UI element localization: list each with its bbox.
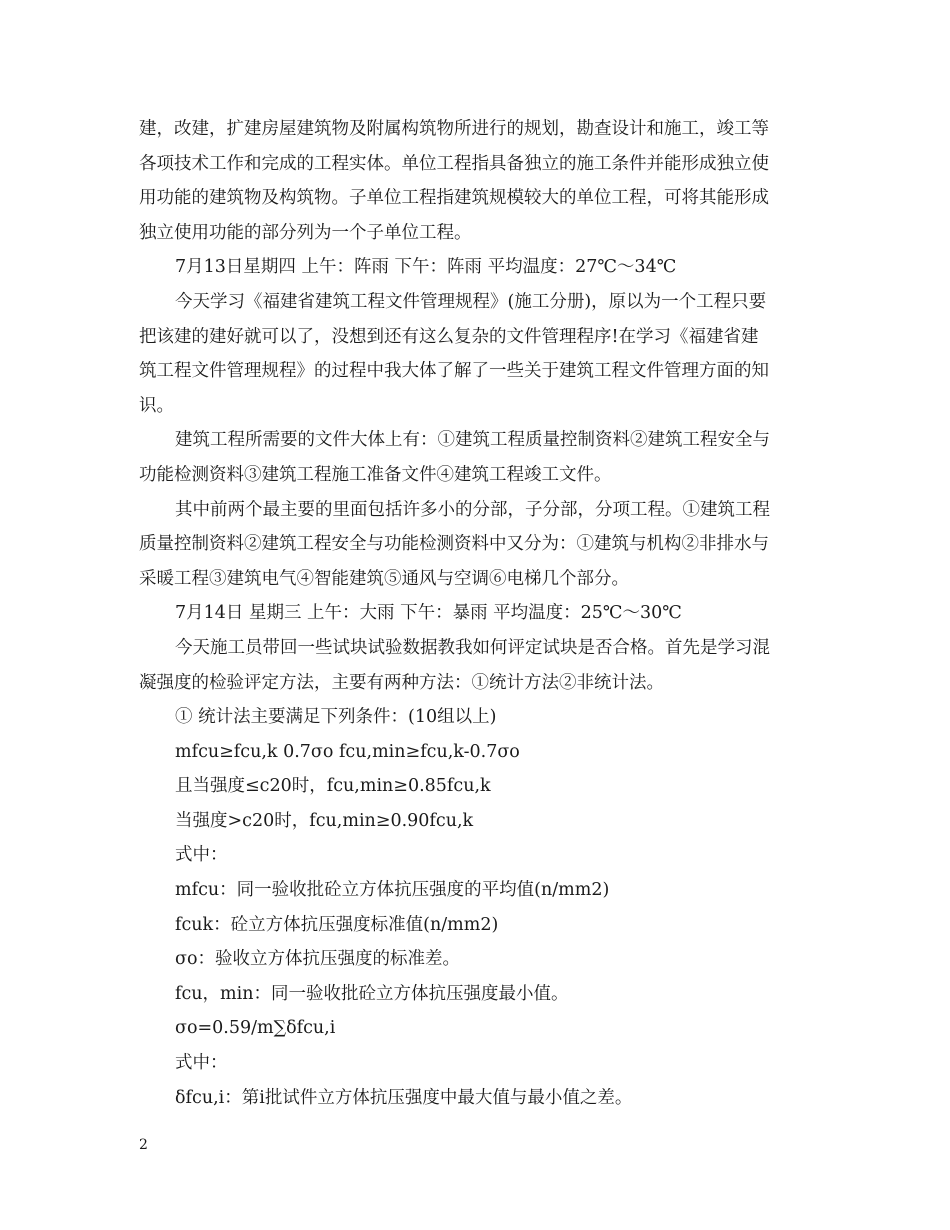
text-line: 式中： xyxy=(175,845,228,866)
text-line: 识。 xyxy=(139,395,174,416)
page-number: 2 xyxy=(139,1137,148,1153)
text-line: 独立使用功能的部分列为一个子单位工程。 xyxy=(139,222,472,243)
text-line: 凝强度的检验评定方法，主要有两种方法：①统计方法②非统计法。 xyxy=(139,672,664,693)
text-line: 质量控制资料②建筑工程安全与功能检测资料中又分为：①建筑与机构②非排水与 xyxy=(139,534,769,555)
text-line: 式中： xyxy=(175,1053,228,1074)
formula-line: 且当强度≤c20时，fcu,min≥0.85fcu,k xyxy=(175,776,491,797)
formula-line: σo=0.59/m∑δfcu,i xyxy=(175,1018,336,1039)
text-line: 用功能的建筑物及构筑物。子单位工程指建筑规模较大的单位工程，可将其能形成 xyxy=(139,188,769,209)
text-line: 今天学习《福建省建筑工程文件管理规程》(施工分册)，原以为一个工程只要 xyxy=(175,291,767,312)
formula-line: 当强度>c20时，fcu,min≥0.90fcu,k xyxy=(175,810,474,831)
text-line: 采暖工程③建筑电气④智能建筑⑤通风与空调⑥电梯几个部分。 xyxy=(139,568,629,589)
text-line: 把该建的建好就可以了，没想到还有这么复杂的文件管理程序!在学习《福建省建 xyxy=(139,326,759,347)
text-line: 各项技术工作和完成的工程实体。单位工程指具备独立的施工条件并能形成独立使 xyxy=(139,153,769,174)
text-line: 筑工程文件管理规程》的过程中我大体了解了一些关于建筑工程文件管理方面的知 xyxy=(139,361,769,382)
definition-line: mfcu：同一验收批砼立方体抗压强度的平均值(n/mm2) xyxy=(175,880,610,901)
text-line: ① 统计法主要满足下列条件：(10组以上) xyxy=(175,707,497,728)
text-line: 建，改建，扩建房屋建筑物及附属构筑物所进行的规划，勘查设计和施工，竣工等 xyxy=(139,119,769,139)
definition-line: fcu，min：同一验收批砼立方体抗压强度最小值。 xyxy=(175,983,569,1004)
text-line: 其中前两个最主要的里面包括许多小的分部，子分部，分项工程。①建筑工程 xyxy=(175,499,770,520)
definition-line: σo：验收立方体抗压强度的标准差。 xyxy=(175,949,460,970)
diary-entry-heading: 7月13日星期四 上午：阵雨 下午：阵雨 平均温度：27℃～34℃ xyxy=(175,257,677,278)
definition-line: δfcu,i：第i批试件立方体抗压强度中最大值与最小值之差。 xyxy=(175,1087,633,1108)
text-line: 功能检测资料③建筑工程施工准备文件④建筑工程竣工文件。 xyxy=(139,464,612,485)
formula-line: mfcu≥fcu,k 0.7σo fcu,min≥fcu,k-0.7σo xyxy=(175,741,520,762)
text-line: 今天施工员带回一些试块试验数据教我如何评定试块是否合格。首先是学习混 xyxy=(175,637,770,658)
diary-entry-heading: 7月14日 星期三 上午：大雨 下午：暴雨 平均温度：25℃～30℃ xyxy=(175,603,682,624)
text-line: 建筑工程所需要的文件大体上有：①建筑工程质量控制资料②建筑工程安全与 xyxy=(175,430,770,451)
document-body xyxy=(139,112,819,1115)
definition-line: fcuk：砼立方体抗压强度标准值(n/mm2) xyxy=(175,914,499,935)
